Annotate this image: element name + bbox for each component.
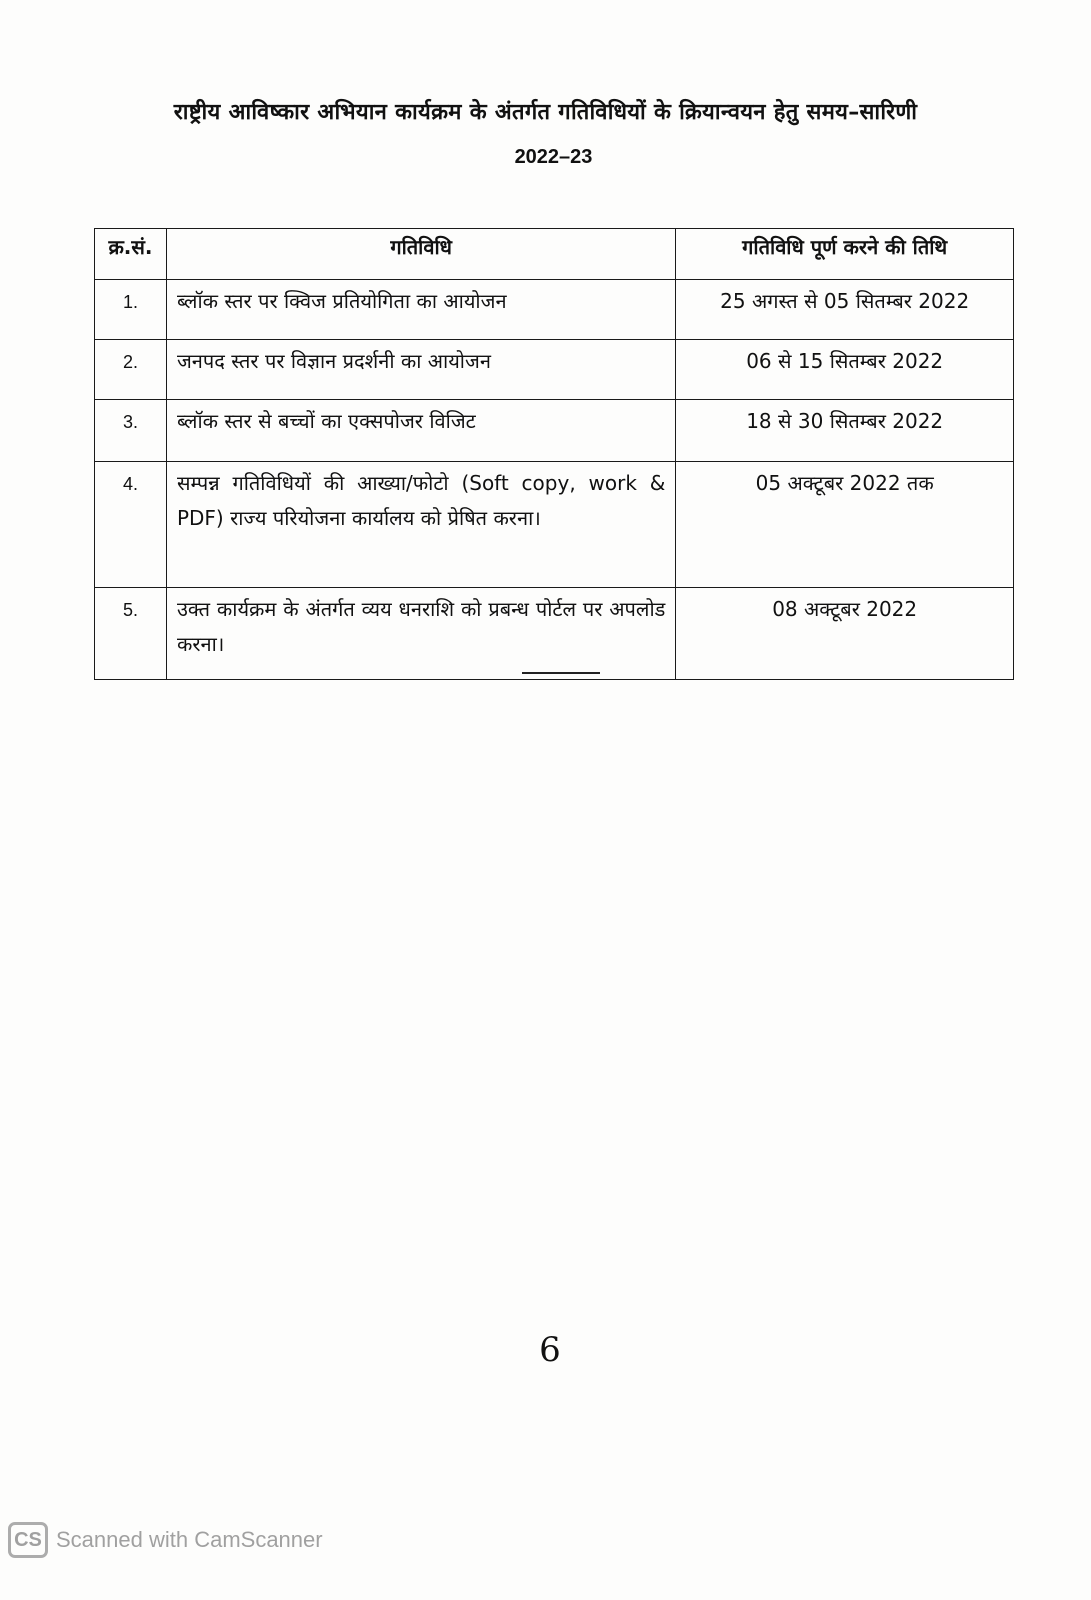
row-serial: 3. bbox=[95, 400, 167, 462]
table-row bbox=[95, 400, 1014, 462]
table-row bbox=[95, 340, 1014, 400]
row-date: 05 अक्टूबर 2022 तक bbox=[676, 462, 1014, 588]
table-row bbox=[95, 462, 1014, 588]
row-serial: 4. bbox=[95, 462, 167, 588]
document-title: राष्ट्रीय आविष्कार अभियान कार्यक्रम के अंतर्गत गतिविधियों के क्रियान्वयन हेतु समय–सारिणी bbox=[173, 100, 918, 125]
row-activity: ब्लॉक स्तर पर क्विज प्रतियोगिता का आयोजन bbox=[166, 280, 675, 340]
schedule-table bbox=[94, 228, 1014, 680]
header-date: गतिविधि पूर्ण करने की तिथि bbox=[676, 229, 1014, 280]
row-activity: सम्पन्न गतिविधियों की आख्या/फोटो (Soft copy, work & PDF) राज्य परियोजना कार्यालय को प्रेषित करना। bbox=[166, 462, 675, 588]
row-date: 08 अक्टूबर 2022 bbox=[676, 588, 1014, 680]
row-serial: 1. bbox=[95, 280, 167, 340]
row-activity: जनपद स्तर पर विज्ञान प्रदर्शनी का आयोजन bbox=[166, 340, 675, 400]
row-date: 25 अगस्त से 05 सितम्बर 2022 bbox=[676, 280, 1014, 340]
header-serial: क्र.सं. bbox=[95, 229, 167, 280]
header-activity: गतिविधि bbox=[166, 229, 675, 280]
end-divider bbox=[522, 672, 600, 674]
table-header-row bbox=[95, 229, 1014, 280]
document-year: 2022–23 bbox=[514, 146, 593, 168]
row-date: 06 से 15 सितम्बर 2022 bbox=[676, 340, 1014, 400]
page-number: 6 bbox=[539, 1330, 561, 1370]
row-serial: 5. bbox=[95, 588, 167, 680]
row-activity: ब्लॉक स्तर से बच्चों का एक्सपोजर विजिट bbox=[166, 400, 675, 462]
row-activity: उक्त कार्यक्रम के अंतर्गत व्यय धनराशि को प्रबन्ध पोर्टल पर अपलोड करना। bbox=[166, 588, 675, 680]
camscanner-logo-icon: CS bbox=[8, 1522, 48, 1558]
watermark-text: Scanned with CamScanner bbox=[56, 1527, 323, 1552]
row-serial: 2. bbox=[95, 340, 167, 400]
scanner-watermark bbox=[8, 1520, 323, 1560]
row-date: 18 से 30 सितम्बर 2022 bbox=[676, 400, 1014, 462]
table-row bbox=[95, 588, 1014, 680]
table-row bbox=[95, 280, 1014, 340]
